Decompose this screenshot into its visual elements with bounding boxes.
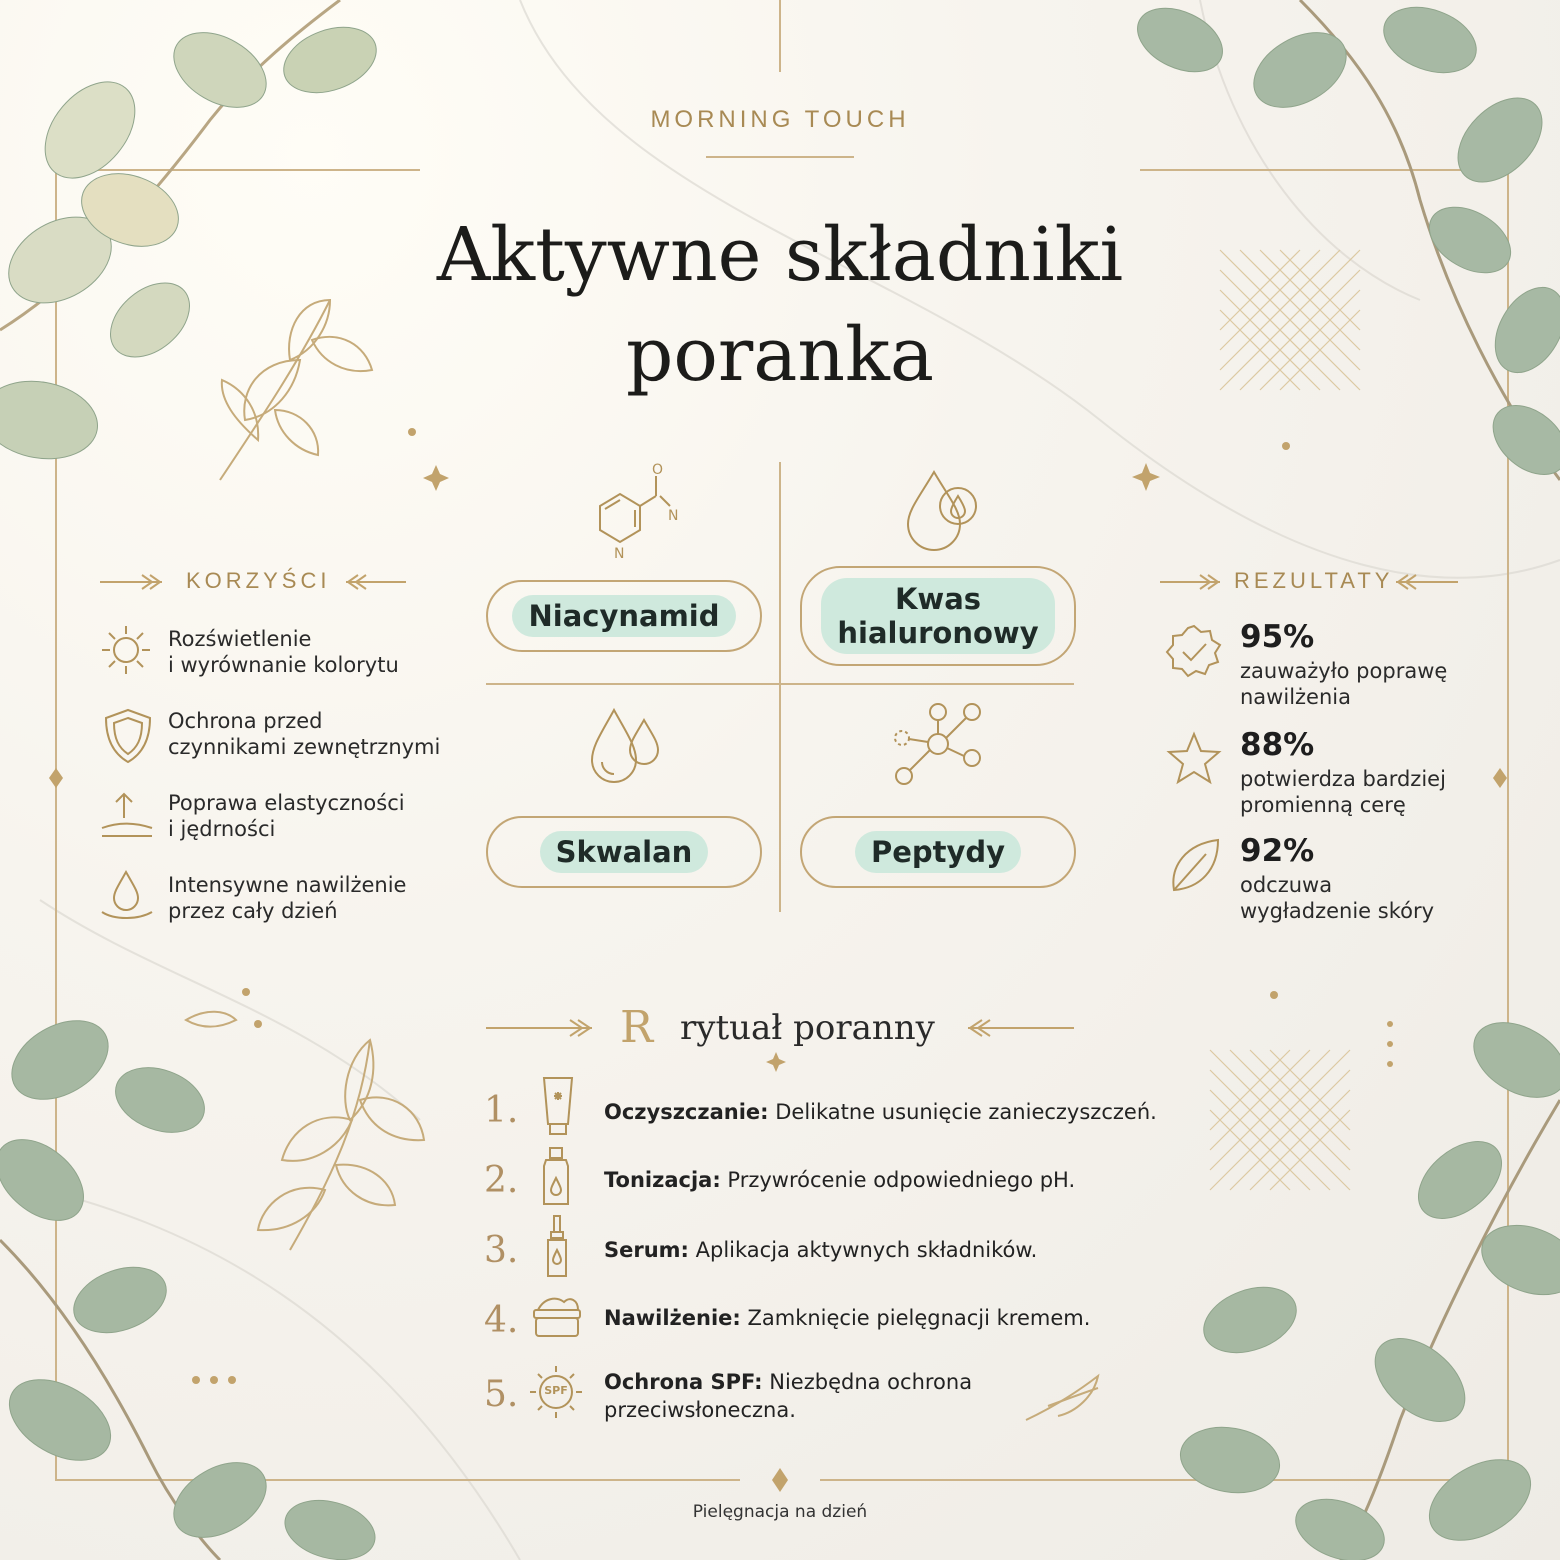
double-drop-icon — [584, 700, 674, 792]
ingredient-pill-kwas-hialuronowy[interactable] — [800, 566, 1076, 666]
benefits-title: KORZYŚCI — [186, 568, 331, 593]
peptide-molecule-icon — [888, 700, 988, 790]
ingredient-name: Kwas hialuronowy — [821, 578, 1054, 654]
serum-dropper-icon — [540, 1214, 574, 1280]
leaf-doodles — [186, 1012, 1098, 1420]
ingredient-name: Peptydy — [855, 831, 1021, 873]
water-drop-icon — [98, 868, 158, 924]
result-text-3: odczuwa wygładzenie skóry — [1240, 873, 1435, 923]
result-text-1: zauważyło poprawę nawilżenia — [1240, 659, 1448, 709]
result-value-2: 88% — [1240, 727, 1315, 763]
check-badge-icon — [1164, 622, 1224, 682]
step-number-3: 3. — [484, 1230, 519, 1271]
step-number-5: 5. — [484, 1374, 519, 1415]
step-number-4: 4. — [484, 1300, 519, 1341]
footer-text: Pielęgnacja na dzień — [692, 1502, 868, 1522]
result-text-2: potwierdza bardziej promienną cerę — [1240, 767, 1446, 817]
eucalyptus-bottom-right — [1175, 1007, 1560, 1560]
benefit-item-1: Rozświetlenie i wyrównanie kolorytu — [168, 627, 399, 677]
ritual-title: rytuał poranny — [680, 1008, 935, 1048]
benefit-item-2: Ochrona przed czynnikami zewnętrznymi — [168, 709, 441, 759]
cream-jar-icon — [530, 1290, 584, 1340]
star-icon — [1164, 730, 1224, 788]
svg-text:O: O — [652, 462, 664, 478]
benefit-item-3: Poprawa elastyczności i jędrności — [168, 791, 405, 841]
svg-text:N: N — [668, 508, 679, 524]
benefit-item-4: Intensywne nawilżenie przez cały dzień — [168, 873, 407, 923]
ingredient-pill-skwalan[interactable] — [486, 816, 762, 888]
shield-icon — [100, 706, 156, 766]
ingredient-pill-peptydy[interactable] — [800, 816, 1076, 888]
svg-text:N: N — [614, 546, 625, 562]
spf-badge-label: SPF — [544, 1384, 568, 1397]
result-value-1: 95% — [1240, 619, 1315, 655]
title-line-1: Aktywne składniki — [436, 212, 1124, 298]
spf-sun-icon — [526, 1362, 586, 1422]
result-value-3: 92% — [1240, 833, 1315, 869]
ingredient-name: Niacynamid — [512, 595, 735, 637]
ingredient-pill-niacynamid[interactable] — [486, 580, 762, 652]
brand-label: MORNING TOUCH — [650, 106, 910, 133]
ritual-step-5: Ochrona SPF: Niezbędna ochrona przeciwsłoneczna. — [604, 1370, 973, 1422]
sun-icon — [98, 622, 158, 682]
ritual-step-2: Tonizacja: Przywrócenie odpowiedniego pH. — [604, 1168, 1076, 1192]
toner-bottle-icon — [538, 1146, 574, 1208]
ingredient-name: Skwalan — [540, 831, 709, 873]
ritual-step-4: Nawilżenie: Zamknięcie pielęgnacji kremem. — [604, 1306, 1091, 1330]
ritual-monogram: R — [620, 1002, 654, 1053]
page-title — [0, 205, 1560, 405]
step-number-2: 2. — [484, 1160, 519, 1201]
line-art-branch-bottom — [258, 1040, 424, 1250]
hyaluronic-drop-icon — [896, 466, 986, 556]
leaf-icon — [1166, 836, 1222, 896]
nicotinamide-molecule-icon — [570, 462, 690, 562]
step-number-1: 1. — [484, 1090, 519, 1131]
title-line-2: poranka — [625, 312, 935, 398]
cleanser-tube-icon — [538, 1074, 578, 1138]
ritual-step-1: Oczyszczanie: Delikatne usunięcie zanieczyszczeń. — [604, 1100, 1157, 1124]
eucalyptus-bottom-left — [0, 1005, 382, 1560]
ritual-step-3: Serum: Aplikacja aktywnych składników. — [604, 1238, 1038, 1262]
geo-pattern-bottom — [1210, 1050, 1350, 1190]
results-title: REZULTATY — [1234, 568, 1394, 593]
lift-arrow-icon — [98, 788, 158, 842]
